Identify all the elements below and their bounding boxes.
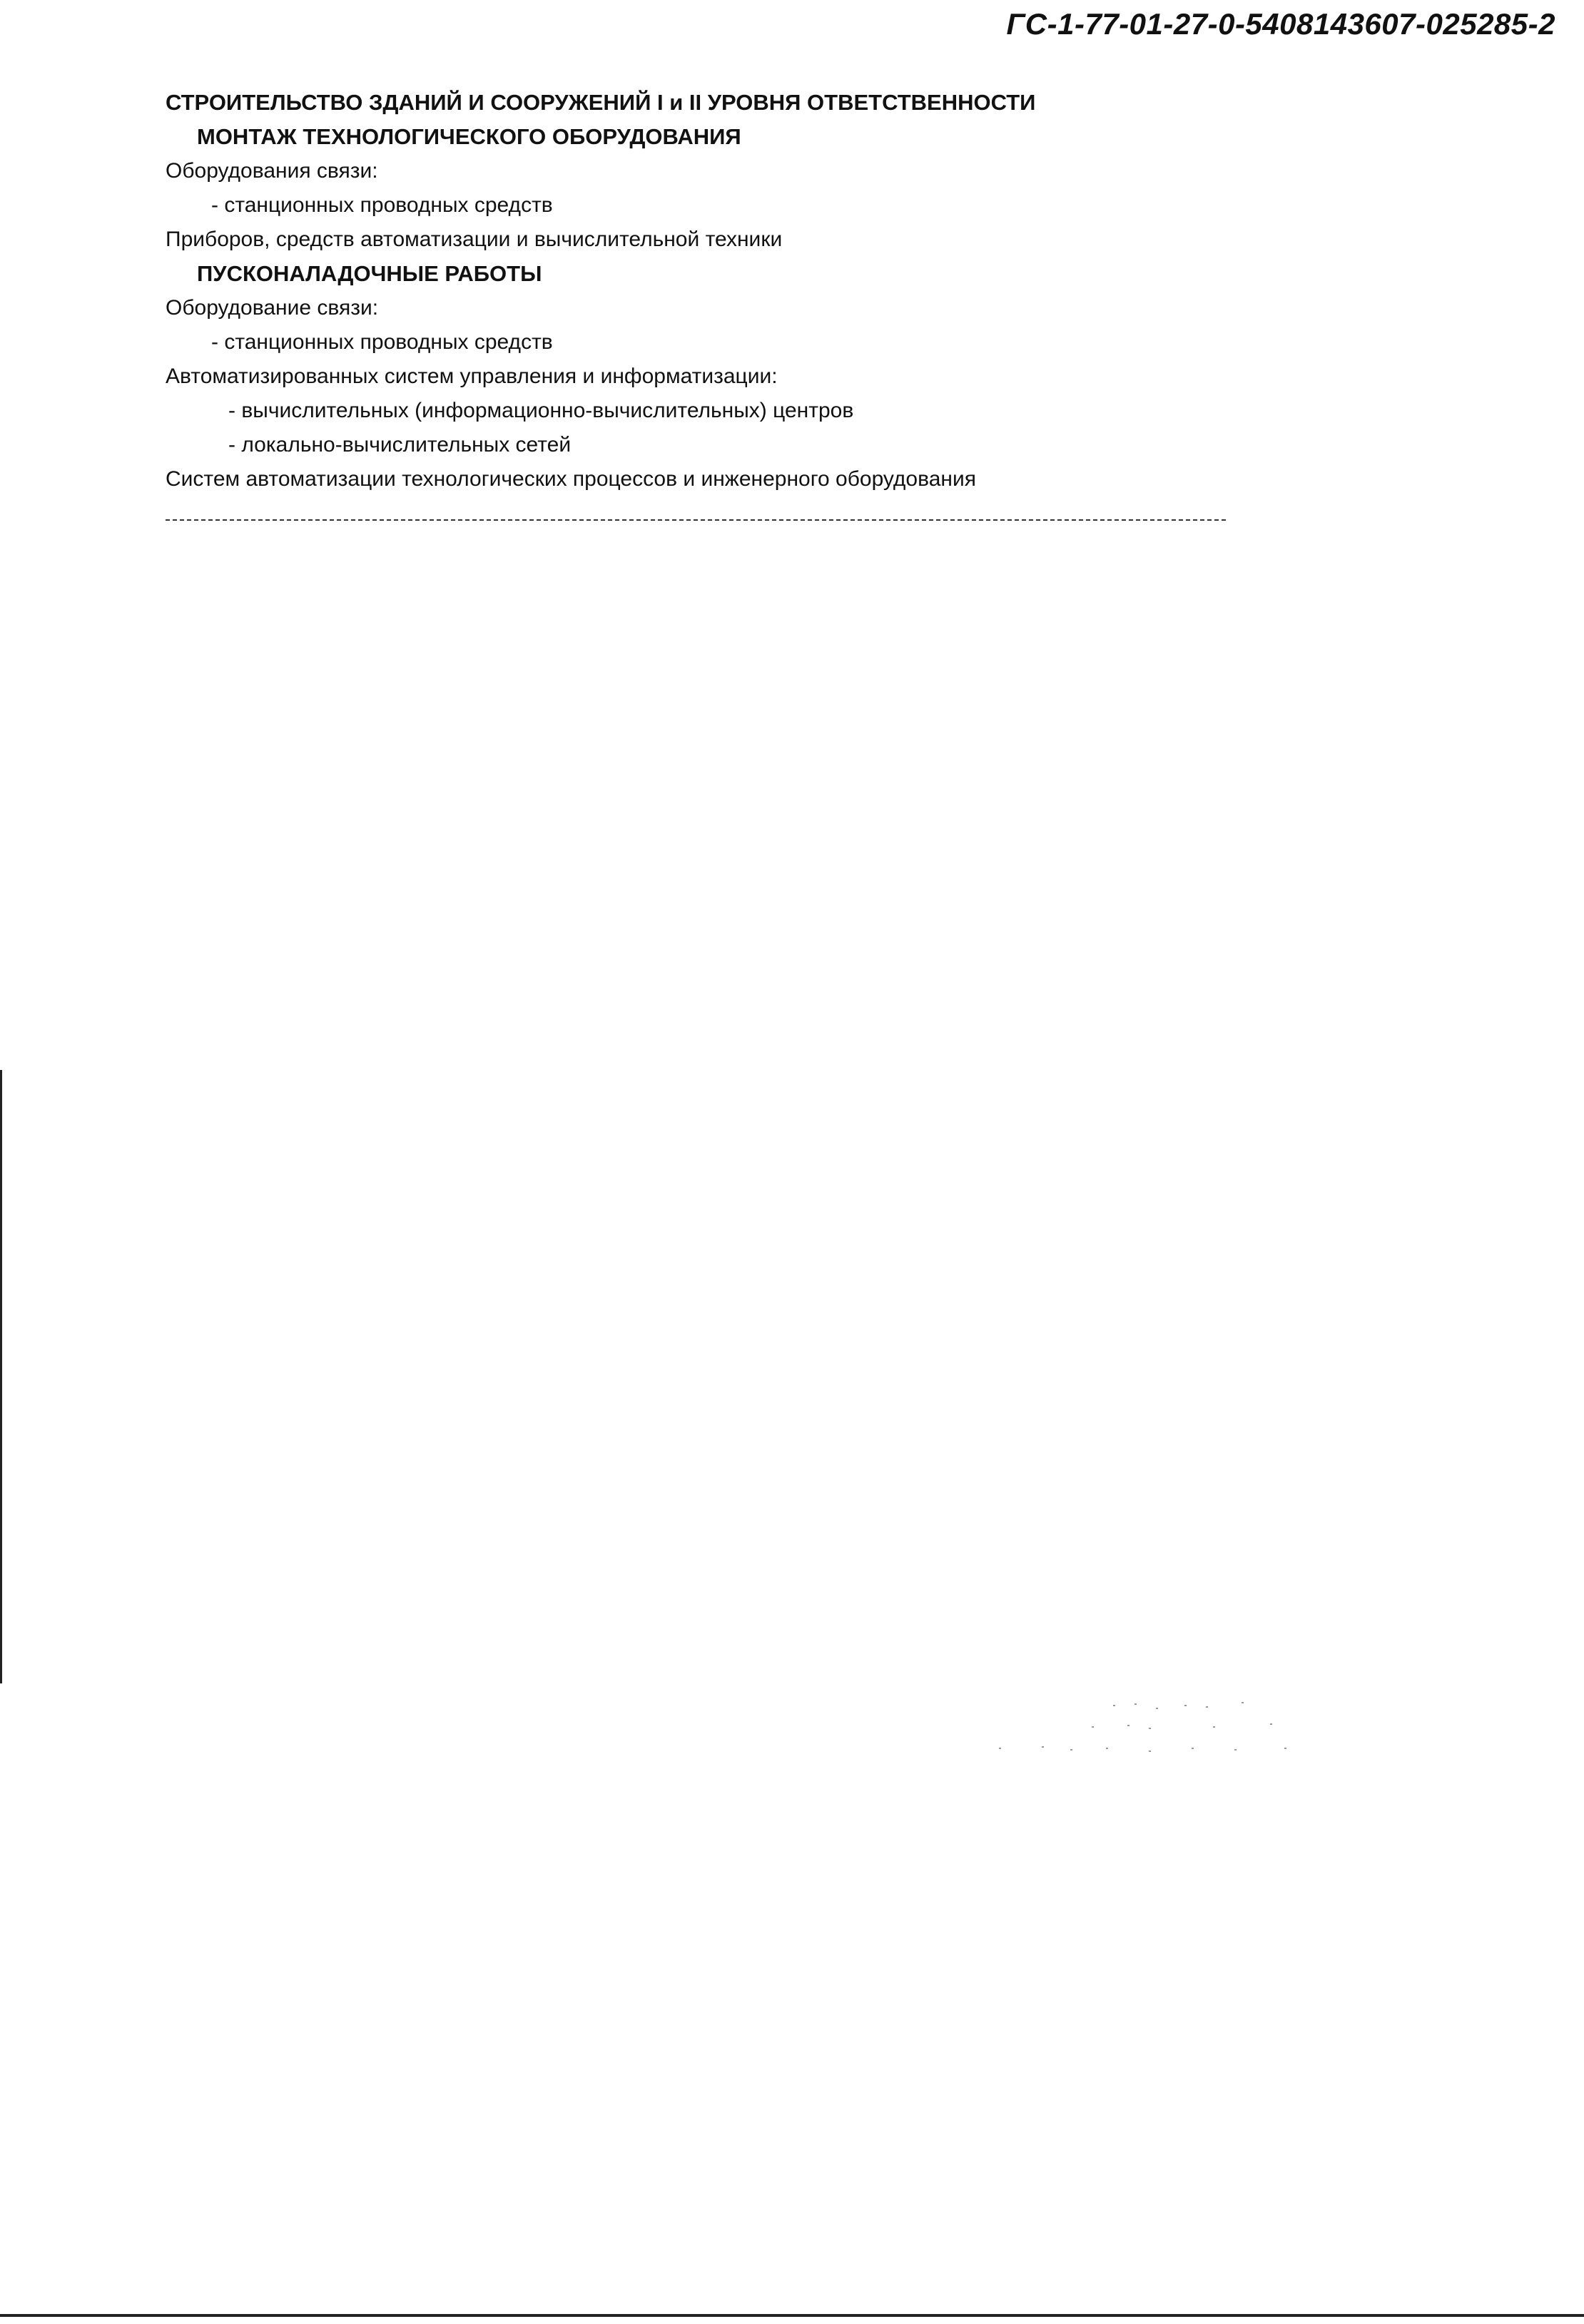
list-subitem: - станционных проводных средств	[211, 330, 553, 354]
section-heading-commissioning: ПУСКОНАЛАДОЧНЫЕ РАБОТЫ	[197, 261, 542, 286]
list-item: Оборудования связи:	[166, 159, 378, 183]
section-heading-mounting: МОНТАЖ ТЕХНОЛОГИЧЕСКОГО ОБОРУДОВАНИЯ	[197, 124, 741, 149]
document-number: ГС-1-77-01-27-0-5408143607-025285-2	[1006, 7, 1555, 41]
scan-edge-left	[0, 1070, 2, 1683]
list-subitem: - станционных проводных средств	[211, 193, 553, 217]
document-title: СТРОИТЕЛЬСТВО ЗДАНИЙ И СООРУЖЕНИЙ I и II УРОВНЯ ОТВЕТСТВЕННОСТИ	[166, 90, 1036, 115]
list-item: Оборудование связи:	[166, 296, 379, 320]
scan-noise	[913, 1691, 1341, 1776]
list-item: Приборов, средств автоматизации и вычислительной техники	[166, 228, 783, 251]
list-subitem: - локально-вычислительных сетей	[228, 433, 572, 457]
list-item: Автоматизированных систем управления и информатизации:	[166, 365, 778, 388]
scan-edge-bottom	[0, 2314, 1584, 2317]
list-subitem: - вычислительных (информационно-вычислительных) центров	[228, 399, 854, 422]
document-body	[166, 86, 1450, 496]
list-item: Систем автоматизации технологических процессов и инженерного оборудования	[166, 467, 976, 491]
dashed-separator	[166, 519, 1226, 521]
